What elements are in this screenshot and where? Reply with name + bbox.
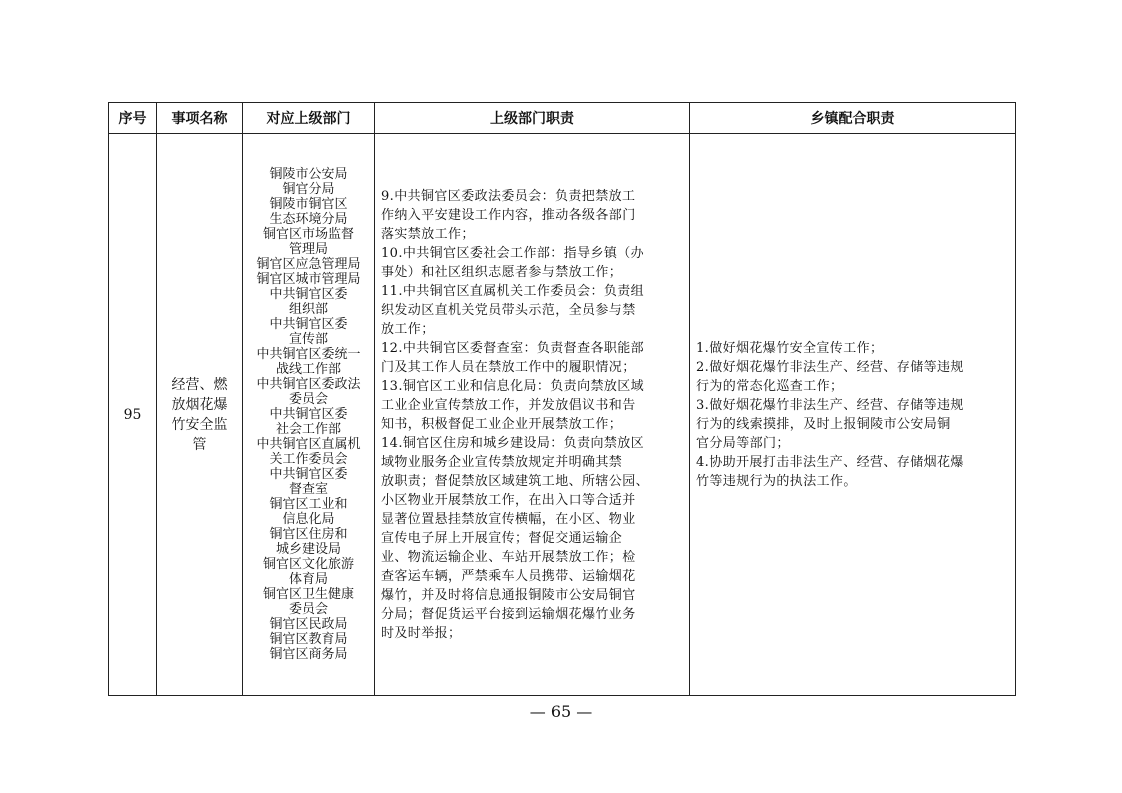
department-cell xyxy=(243,134,375,696)
row-item-name: 经营、燃放烟花爆竹安全监管 xyxy=(157,134,243,696)
superior-duty-line: 时及时举报； xyxy=(381,625,462,641)
superior-duty-line: 小区物业开展禁放工作，在出入口等合适并 xyxy=(381,492,636,508)
township-duty-line: 官分局等部门； xyxy=(696,435,790,451)
township-duty-line: 行为的常态化巡查工作； xyxy=(696,378,844,394)
table-header-row xyxy=(109,103,1016,134)
responsibility-table xyxy=(108,102,1016,696)
row-number: 95 xyxy=(109,134,157,696)
department-line: 铜官区卫生健康 xyxy=(262,587,354,602)
department-line: 生态环境分局 xyxy=(269,212,348,227)
department-line: 关工作委员会 xyxy=(269,452,348,467)
department-line: 城乡建设局 xyxy=(275,542,341,557)
superior-duty-line: 13.铜官区工业和信息化局：负责向禁放区域 xyxy=(381,378,645,394)
header-number: 序号 xyxy=(109,103,157,134)
department-line: 信息化局 xyxy=(282,512,335,527)
department-line: 铜官区商务局 xyxy=(269,647,348,662)
township-duty-line: 行为的线索摸排，及时上报铜陵市公安局铜 xyxy=(696,416,951,432)
superior-duty-line: 业、物流运输企业、车站开展禁放工作；检 xyxy=(381,549,636,565)
department-line: 中共铜官区委 xyxy=(269,287,348,302)
township-duties-text xyxy=(696,339,1009,491)
header-superior-department: 对应上级部门 xyxy=(243,103,375,134)
superior-duty-line: 12.中共铜官区委督查室：负责督查各职能部 xyxy=(381,340,645,356)
department-line: 铜官区文化旅游 xyxy=(262,557,354,572)
superior-duty-line: 11.中共铜官区直属机关工作委员会：负责组 xyxy=(381,283,645,299)
department-line: 铜陵市公安局 xyxy=(269,167,348,182)
department-line: 铜官分局 xyxy=(282,182,335,197)
department-line: 体育局 xyxy=(288,572,328,587)
department-line: 社会工作部 xyxy=(275,422,341,437)
table-row xyxy=(109,134,1016,696)
township-duty-line: 1.做好烟花爆竹安全宣传工作； xyxy=(696,340,884,356)
superior-duty-line: 14.铜官区住房和城乡建设局：负责向禁放区 xyxy=(381,435,645,451)
header-item-name: 事项名称 xyxy=(157,103,243,134)
department-line: 铜官区城市管理局 xyxy=(256,272,361,287)
superior-duty-line: 放工作； xyxy=(381,321,435,337)
superior-duty-line: 爆竹，并及时将信息通报铜陵市公安局铜官 xyxy=(381,587,636,603)
department-line: 铜官区住房和 xyxy=(269,527,348,542)
superior-duty-line: 事处）和社区组织志愿者参与禁放工作； xyxy=(381,264,623,280)
township-duty-line: 竹等违规行为的执法工作。 xyxy=(696,473,857,489)
department-line: 中共铜官区委 xyxy=(269,467,348,482)
township-duties-cell xyxy=(690,134,1016,696)
department-line: 组织部 xyxy=(288,302,328,317)
superior-duty-line: 10.中共铜官区委社会工作部：指导乡镇（办 xyxy=(381,245,645,261)
superior-duty-line: 放职责；督促禁放区域建筑工地、所辖公园、 xyxy=(381,473,650,489)
department-line: 铜官区民政局 xyxy=(269,617,348,632)
department-line: 铜陵市铜官区 xyxy=(269,197,348,212)
department-line: 铜官区工业和 xyxy=(269,497,348,512)
department-line: 督查室 xyxy=(288,482,328,497)
superior-duties-cell xyxy=(375,134,690,696)
superior-duty-line: 工业企业宣传禁放工作，并发放倡议书和告 xyxy=(381,397,636,413)
department-line: 中共铜官区委 xyxy=(269,407,348,422)
superior-duty-line: 落实禁放工作； xyxy=(381,226,475,242)
superior-duty-line: 显著位置悬挂禁放宣传横幅，在小区、物业 xyxy=(381,511,636,527)
department-line: 铜官区教育局 xyxy=(269,632,348,647)
township-duty-line: 3.做好烟花爆竹非法生产、经营、存储等违规 xyxy=(696,397,964,413)
township-duty-line: 2.做好烟花爆竹非法生产、经营、存储等违规 xyxy=(696,359,964,375)
superior-duty-line: 门及其工作人员在禁放工作中的履职情况； xyxy=(381,359,636,375)
superior-duty-line: 知书，积极督促工业企业开展禁放工作； xyxy=(381,416,623,432)
page-number: — 65 — xyxy=(529,702,593,721)
township-duty-line: 4.协助开展打击非法生产、经营、存储烟花爆 xyxy=(696,454,964,470)
superior-duty-line: 域物业服务企业宣传禁放规定并明确其禁 xyxy=(381,454,623,470)
superior-duties-text xyxy=(381,187,683,643)
department-list xyxy=(249,167,368,662)
department-line: 宣传部 xyxy=(288,332,328,347)
department-line: 中共铜官区委 xyxy=(269,317,348,332)
superior-duty-line: 查客运车辆，严禁乘车人员携带、运输烟花 xyxy=(381,568,636,584)
superior-duty-line: 宣传电子屏上开展宣传；督促交通运输企 xyxy=(381,530,623,546)
department-line: 中共铜官区委统一 xyxy=(256,347,361,362)
superior-duty-line: 分局；督促货运平台接到运输烟花爆竹业务 xyxy=(381,606,636,622)
department-line: 铜官区市场监督 xyxy=(262,227,354,242)
department-line: 中共铜官区委政法 xyxy=(256,377,361,392)
department-line: 委员会 xyxy=(288,602,328,617)
header-township-duties: 乡镇配合职责 xyxy=(690,103,1016,134)
department-line: 铜官区应急管理局 xyxy=(256,257,361,272)
superior-duty-line: 作纳入平安建设工作内容，推动各级各部门 xyxy=(381,207,636,223)
department-line: 中共铜官区直属机 xyxy=(256,437,361,452)
department-line: 管理局 xyxy=(288,242,328,257)
superior-duty-line: 织发动区直机关党员带头示范，全员参与禁 xyxy=(381,302,636,318)
department-line: 委员会 xyxy=(288,392,328,407)
header-superior-duties: 上级部门职责 xyxy=(375,103,690,134)
department-line: 战线工作部 xyxy=(275,362,341,377)
superior-duty-line: 9.中共铜官区委政法委员会：负责把禁放工 xyxy=(381,188,636,204)
